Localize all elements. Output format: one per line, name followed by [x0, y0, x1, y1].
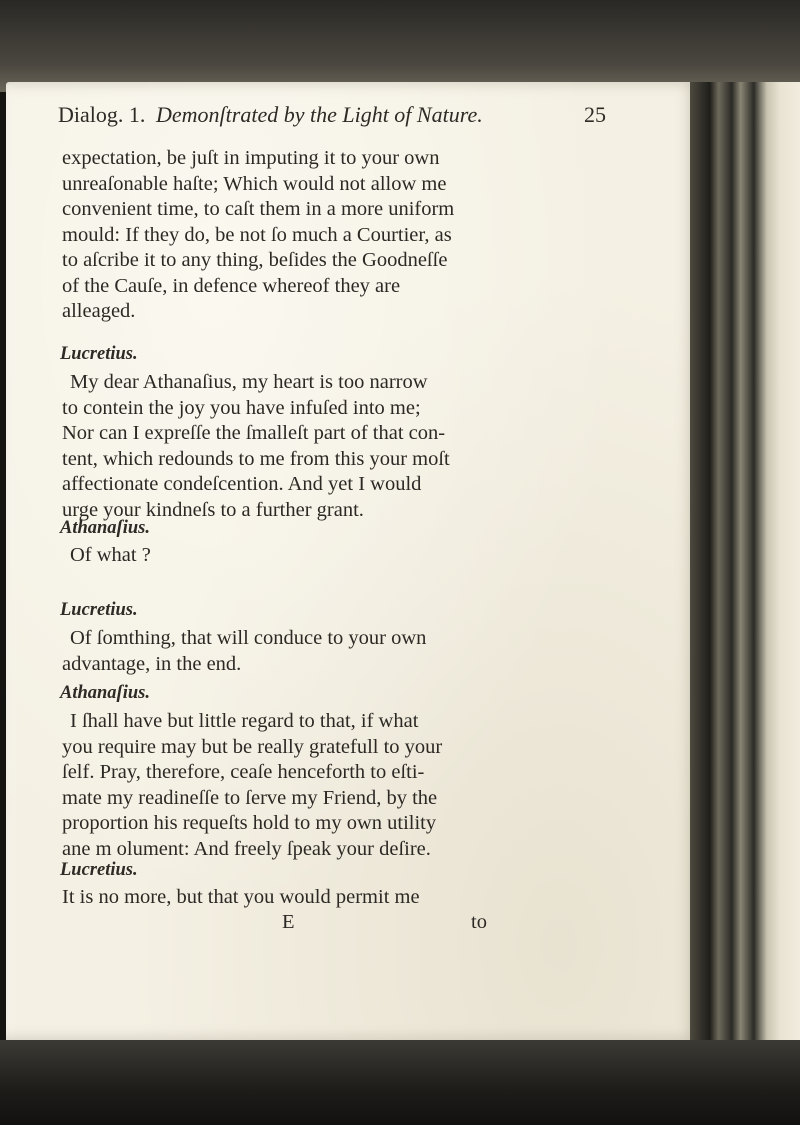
text-line: My dear Athanaſius, my heart is too narrow — [70, 371, 428, 393]
text-line: affectionate condeſcention. And yet I would — [62, 473, 422, 495]
speaker-athanasius: Athanaſius. — [60, 683, 150, 703]
text-line: ane m olument: And freely ſpeak your deſire. — [62, 837, 431, 860]
speaker-lucretius: Lucretius. — [60, 600, 138, 620]
catchword: to — [471, 911, 487, 933]
speaker-athanasius: Athanaſius. — [60, 518, 150, 538]
text-line: alleaged. — [62, 300, 136, 322]
text-line: urge your kindneſs to a further grant. — [62, 498, 364, 521]
running-header — [58, 102, 658, 142]
paragraph-6 — [62, 885, 662, 911]
speaker-lucretius: Lucretius. — [60, 860, 138, 880]
text-line: mate my readineſſe to ſerve my Friend, by the — [62, 786, 438, 809]
scan-background-top — [0, 0, 800, 92]
running-title: Demonſtrated by the Light of Nature. — [156, 102, 483, 127]
dialog-label: Dialog. 1. — [58, 102, 146, 127]
text-line: unreaſonable haſte; Which would not allow me — [62, 172, 447, 195]
text-line: you require may but be really gratefull to your — [62, 735, 443, 758]
text-line: ſelf. Pray, therefore, ceaſe henceforth to eſti- — [62, 761, 425, 783]
page-number: 25 — [584, 102, 606, 127]
text-line: expectation, be juſt in imputing it to your own — [62, 147, 440, 169]
text-line: Of what ? — [70, 544, 151, 566]
text-line: I ſhall have but little regard to that, if what — [70, 710, 419, 732]
paragraph-3 — [62, 543, 662, 569]
text-line: to aſcribe it to any thing, beſides the Goodneſſe — [62, 249, 448, 271]
paragraph-1 — [62, 146, 662, 325]
book-gutter — [690, 82, 800, 1042]
text-line: tent, which redounds to me from this your moſt — [62, 447, 450, 470]
text-line: It is no more, but that you would permit me — [62, 886, 420, 908]
scan-background-bottom — [0, 1040, 800, 1125]
text-line: Nor can I expreſſe the ſmalleſt part of that con- — [62, 422, 446, 444]
paragraph-4 — [62, 626, 662, 677]
speaker-lucretius: Lucretius. — [60, 344, 138, 364]
text-line: mould: If they do, be not ſo much a Courtier, as — [62, 223, 452, 246]
signature-mark: E — [282, 911, 295, 933]
text-line: Of ſomthing, that will conduce to your own — [70, 627, 427, 649]
text-line: advantage, in the end. — [62, 652, 242, 675]
text-line: of the Cauſe, in defence whereof they are — [62, 274, 401, 297]
text-line: proportion his requeſts hold to my own utility — [62, 812, 437, 834]
text-line: convenient time, to caſt them in a more uniform — [62, 198, 455, 220]
paragraph-5 — [62, 709, 662, 862]
text-line: to contein the joy you have infuſed into me; — [62, 396, 421, 419]
paragraph-2 — [62, 370, 662, 523]
page-footer — [62, 911, 662, 937]
